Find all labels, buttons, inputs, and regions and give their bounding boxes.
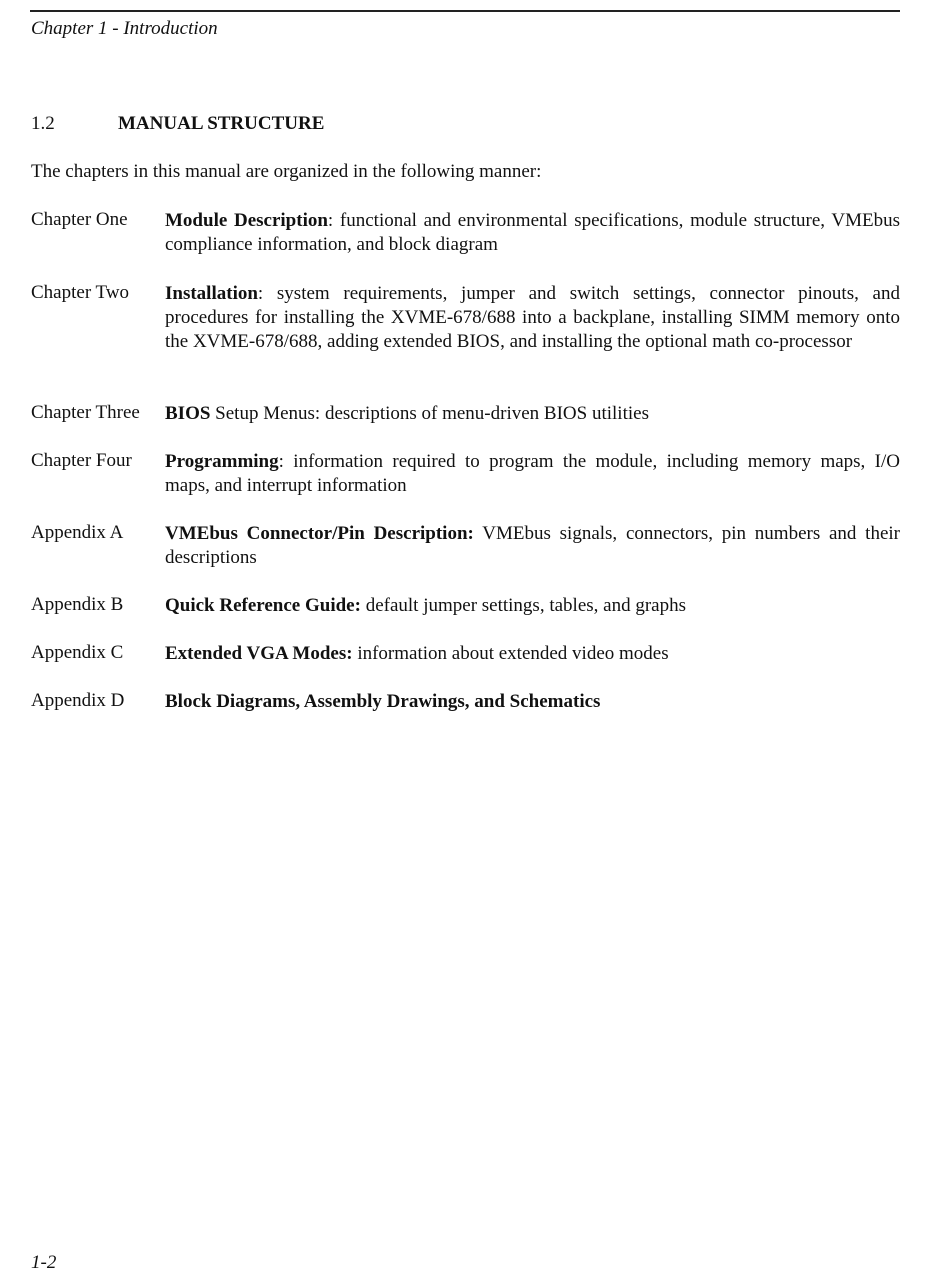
entry-label: Chapter One xyxy=(31,209,128,230)
entry-label: Chapter Three xyxy=(31,402,140,423)
entry-description xyxy=(165,450,900,498)
entry-term: Module Description xyxy=(165,210,328,231)
header-rule xyxy=(30,10,900,12)
entry-label: Appendix C xyxy=(31,642,124,663)
section-title: MANUAL STRUCTURE xyxy=(118,113,325,134)
entry-term: Installation xyxy=(165,283,258,304)
entry-description xyxy=(165,209,900,257)
running-header: Chapter 1 - Introduction xyxy=(31,18,218,39)
entry-term: Extended VGA Modes: xyxy=(165,643,353,664)
entry-description xyxy=(165,402,900,426)
section-heading xyxy=(31,113,324,135)
entry-description xyxy=(165,690,900,714)
entry-label: Chapter Four xyxy=(31,450,132,471)
entry-rest: information about extended video modes xyxy=(352,643,669,664)
entry-description xyxy=(165,282,900,354)
entry-term: VMEbus Connector/Pin Description: xyxy=(165,523,474,544)
intro-paragraph: The chapters in this manual are organized in the following manner: xyxy=(31,161,542,182)
entry-label: Appendix A xyxy=(31,522,124,543)
entry-label: Chapter Two xyxy=(31,282,130,303)
entry-label: Appendix D xyxy=(31,690,125,711)
entry-rest: : system requirements, jumper and switch settings, connector pinouts, and procedures for installing the XVME-678/688 into a backplane, installing SIMM memory onto the XVME-678/688, adding extended BIOS, and installing the optional math co-processor xyxy=(165,283,900,352)
entry-description xyxy=(165,642,900,666)
entry-rest: : functional and environmental specifications, module structure, VMEbus compliance information, and block diagram xyxy=(165,210,900,255)
entry-term: Quick Reference Guide: xyxy=(165,595,361,616)
entry-term: Block Diagrams, Assembly Drawings, and Schematics xyxy=(165,691,601,712)
page-number: 1-2 xyxy=(31,1252,57,1273)
entry-rest: VMEbus signals, connectors, pin numbers and their descriptions xyxy=(165,523,900,568)
entry-rest: : information required to program the module, including memory maps, I/O maps, and interrupt information xyxy=(165,451,900,496)
entry-description xyxy=(165,522,900,570)
entry-label: Appendix B xyxy=(31,594,124,615)
entry-rest: Setup Menus: descriptions of menu-driven BIOS utilities xyxy=(210,403,649,424)
entry-term: BIOS xyxy=(165,403,211,424)
entry-term: Programming xyxy=(165,451,279,472)
entry-rest: default jumper settings, tables, and graphs xyxy=(360,595,686,616)
entry-description xyxy=(165,594,900,618)
section-number: 1.2 xyxy=(31,113,55,134)
